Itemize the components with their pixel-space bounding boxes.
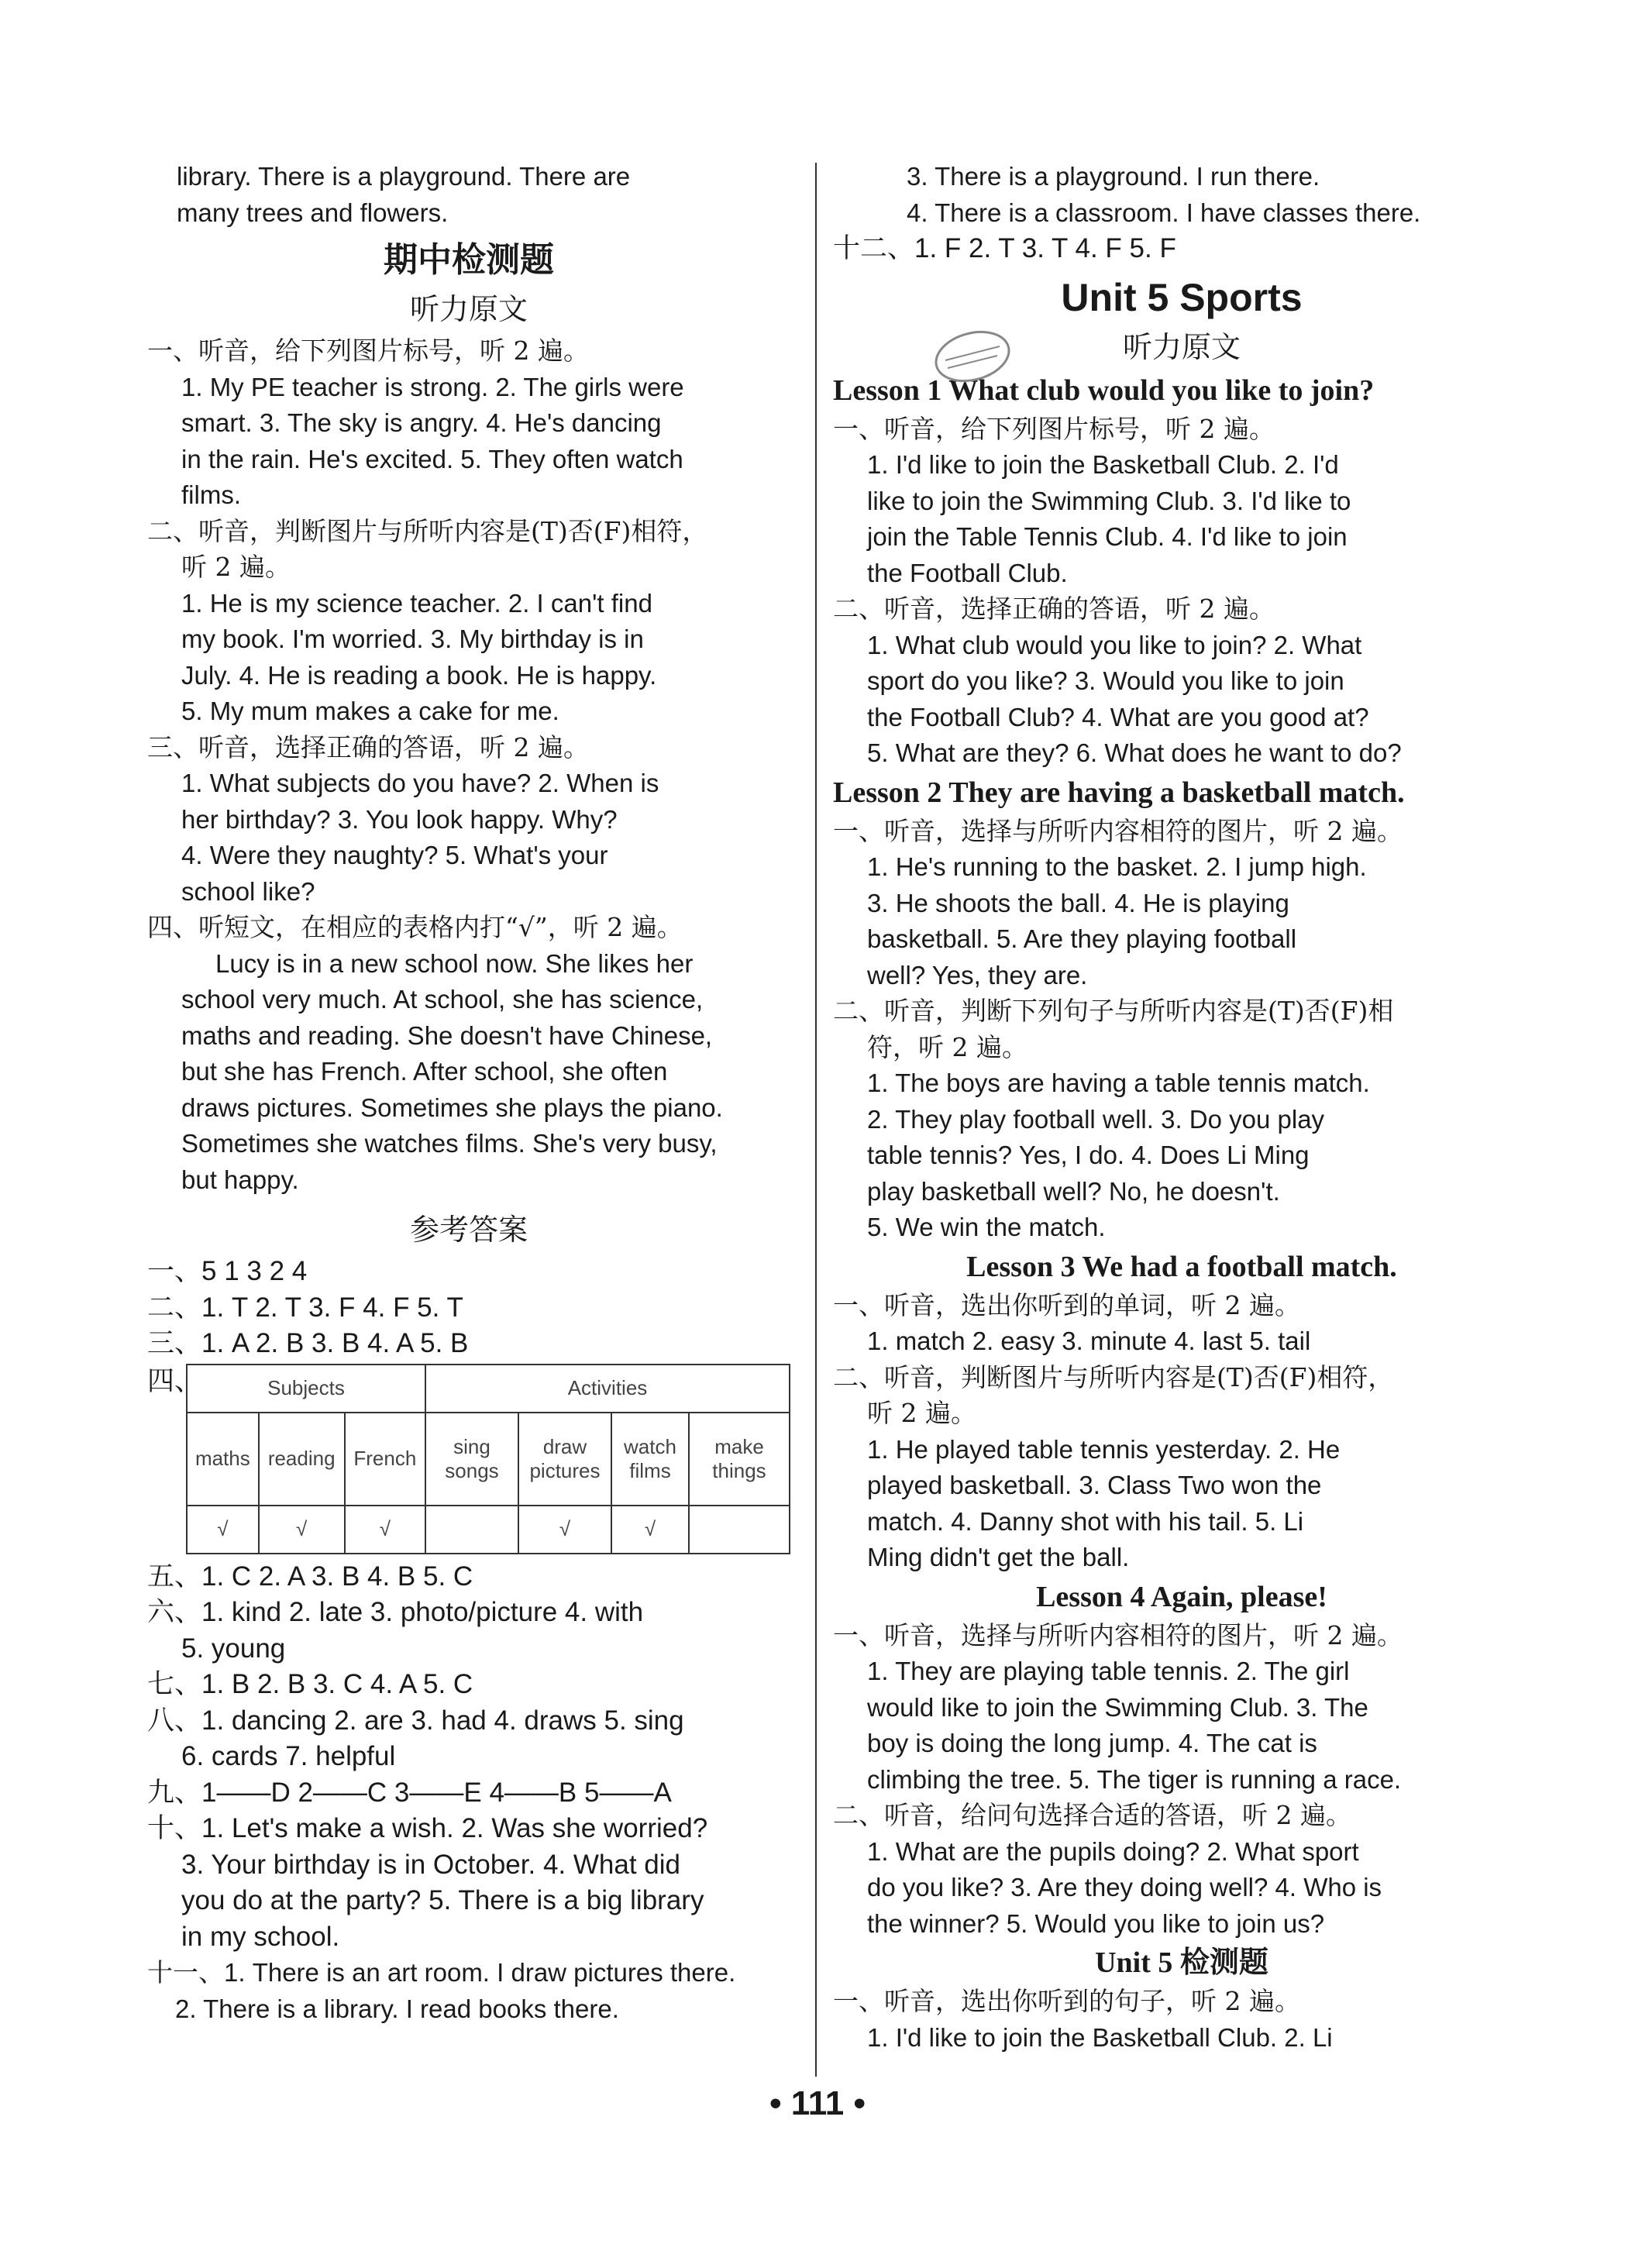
text-line: maths and reading. She doesn't have Chinese,	[181, 1020, 713, 1050]
table-col-header: sing songs	[425, 1413, 518, 1506]
question-heading: 符，听 2 遍。	[867, 1031, 1027, 1062]
table-col-header: draw pictures	[518, 1413, 611, 1506]
lesson-title: Lesson 2 They are having a basketball match.	[833, 776, 1405, 809]
question-heading: 二、听音，判断下列句子与所听内容是(T)否(F)相	[833, 996, 1394, 1026]
lesson-title: Lesson 4 Again, please!	[1036, 1580, 1327, 1613]
question-heading: 二、听音，判断图片与所听内容是(T)否(F)相符，	[147, 515, 708, 546]
text-line: Sometimes she watches films. She's very busy,	[181, 1129, 718, 1158]
answer-line: 九、1——D 2——C 3——E 4——B 5——A	[147, 1777, 672, 1808]
answer-table-block	[147, 1364, 790, 1554]
text-line: 1. What subjects do you have? 2. When is	[181, 769, 659, 797]
question-heading: 一、听音，给下列图片标号，听 2 遍。	[147, 336, 589, 366]
table-cell: √	[518, 1506, 611, 1554]
text-line: 5. My mum makes a cake for me.	[181, 697, 559, 725]
text-line: like to join the Swimming Club. 3. I'd like to	[867, 486, 1351, 515]
question-heading: 四、听短文，在相应的表格内打“√”，听 2 遍。	[147, 912, 683, 942]
answer-line: 十一、1. There is an art room. I draw pictures there.	[147, 1958, 736, 1987]
listening-title: 听力原文	[1122, 329, 1241, 364]
unit-title: Unit 5 Sports	[1061, 275, 1303, 319]
page-number: • 111 •	[769, 2084, 866, 2122]
text-line: smart. 3. The sky is angry. 4. He's dancing	[181, 408, 662, 437]
left-column	[147, 159, 790, 2027]
table-cell	[689, 1506, 790, 1554]
text-line: films.	[181, 480, 241, 509]
text-line: 5. We win the match.	[867, 1213, 1106, 1241]
answer-label: 四、	[147, 1365, 202, 1396]
table-cell	[425, 1506, 518, 1554]
table-cell: √	[611, 1506, 689, 1554]
answer-line: 十二、1. F 2. T 3. T 4. F 5. F	[833, 233, 1176, 263]
table-group-header: Subjects	[187, 1365, 425, 1413]
text-line: Ming didn't get the ball.	[867, 1543, 1130, 1571]
lesson-title: Lesson 1 What club would you like to join?	[833, 373, 1375, 407]
text-line: 1. They are playing table tennis. 2. The girl	[867, 1657, 1350, 1685]
text-line: but she has French. After school, she often	[181, 1057, 668, 1086]
text-line: many trees and flowers.	[177, 198, 449, 227]
text-line: 1. The boys are having a table tennis match.	[867, 1069, 1370, 1097]
text-line: match. 4. Danny shot with his tail. 5. Li	[867, 1506, 1304, 1536]
text-line: table tennis? Yes, I do. 4. Does Li Ming	[867, 1141, 1310, 1169]
listening-title: 听力原文	[409, 292, 528, 326]
text-line: but happy.	[181, 1165, 299, 1194]
table-group-header: Activities	[425, 1365, 790, 1413]
text-line: play basketball well? No, he doesn't.	[867, 1176, 1280, 1206]
text-line: played basketball. 3. Class Two won the	[867, 1471, 1322, 1499]
text-line: library. There is a playground. There are	[177, 162, 631, 191]
test-title: Unit 5 检测题	[1095, 1946, 1268, 1979]
text-line: 1. He is my science teacher. 2. I can't find	[181, 588, 652, 618]
section-title: 期中检测题	[384, 240, 554, 280]
table-col-header: maths	[187, 1413, 259, 1506]
answer-line: 八、1. dancing 2. are 3. had 4. draws 5. sing	[147, 1705, 684, 1736]
text-line: my book. I'm worried. 3. My birthday is in	[181, 625, 644, 653]
text-line: join the Table Tennis Club. 4. I'd like to join	[867, 522, 1348, 551]
text-line: the Football Club? 4. What are you good at?	[867, 702, 1369, 731]
text-line: school very much. At school, she has science,	[181, 985, 704, 1014]
question-heading: 三、听音，选择正确的答语，听 2 遍。	[147, 731, 589, 762]
text-line: the Football Club.	[867, 558, 1068, 587]
answer-line: 2. There is a library. I read books there.	[175, 1994, 619, 2023]
question-heading: 一、听音，给下列图片标号，听 2 遍。	[833, 413, 1275, 444]
question-heading: 二、听音，选择正确的答语，听 2 遍。	[833, 594, 1275, 624]
table-col-header: reading	[259, 1413, 345, 1506]
question-heading: 听 2 遍。	[181, 552, 291, 582]
question-heading: 听 2 遍。	[867, 1398, 976, 1428]
text-line: July. 4. He is reading a book. He is happy.	[181, 660, 657, 690]
answer-line: 5. young	[181, 1633, 286, 1664]
text-line: would like to join the Swimming Club. 3. The	[867, 1692, 1368, 1722]
text-line: well? Yes, they are.	[867, 960, 1088, 989]
text-line: 1. My PE teacher is strong. 2. The girls were	[181, 372, 684, 401]
answer-table	[186, 1364, 790, 1554]
text-line: Lucy is in a new school now. She likes her	[215, 948, 694, 978]
text-line: 3. There is a playground. I run there.	[907, 162, 1320, 191]
text-line: 4. Were they naughty? 5. What's your	[181, 841, 608, 869]
table-cell: √	[345, 1506, 425, 1554]
text-line: in the rain. He's excited. 5. They often watch	[181, 444, 683, 473]
text-line: 2. They play football well. 3. Do you play	[867, 1104, 1325, 1134]
answer-line: 三、1. A 2. B 3. B 4. A 5. B	[147, 1328, 469, 1358]
text-line: 1. match 2. easy 3. minute 4. last 5. tail	[867, 1327, 1311, 1355]
text-line: 1. I'd like to join the Basketball Club. 2. I'd	[867, 450, 1339, 479]
text-line: her birthday? 3. You look happy. Why?	[181, 804, 618, 834]
question-heading: 一、听音，选出你听到的句子，听 2 遍。	[833, 1986, 1300, 2016]
text-line: basketball. 5. Are they playing football	[867, 924, 1297, 953]
text-line: climbing the tree. 5. The tiger is running a race.	[867, 1764, 1402, 1794]
answer-line: you do at the party? 5. There is a big library	[181, 1885, 704, 1915]
lesson-title: Lesson 3 We had a football match.	[966, 1250, 1397, 1283]
table-cell: √	[187, 1506, 259, 1554]
answers-title: 参考答案	[409, 1213, 528, 1247]
text-line: sport do you like? 3. Would you like to join	[867, 666, 1344, 695]
column-divider	[815, 163, 817, 2077]
text-line: do you like? 3. Are they doing well? 4. Who is	[867, 1873, 1382, 1901]
text-line: 5. What are they? 6. What does he want to do?	[867, 738, 1402, 767]
answer-line: 七、1. B 2. B 3. C 4. A 5. C	[147, 1669, 473, 1699]
text-line: 4. There is a classroom. I have classes there.	[907, 198, 1421, 227]
answer-line: 二、1. T 2. T 3. F 4. F 5. T	[147, 1292, 463, 1323]
text-line: 1. I'd like to join the Basketball Club. 2. Li	[867, 2022, 1333, 2052]
answer-line: 五、1. C 2. A 3. B 4. B 5. C	[147, 1561, 473, 1592]
text-line: school like?	[181, 876, 315, 906]
table-cell: √	[259, 1506, 345, 1554]
text-line: 3. He shoots the ball. 4. He is playing	[867, 888, 1289, 917]
stamp-icon	[926, 322, 1019, 391]
table-col-header: watch films	[611, 1413, 689, 1506]
text-line: 1. He played table tennis yesterday. 2. He	[867, 1434, 1341, 1464]
answer-line: 一、5 1 3 2 4	[147, 1256, 308, 1286]
question-heading: 一、听音，选择与所听内容相符的图片，听 2 遍。	[833, 1619, 1403, 1650]
question-heading: 二、听音，给问句选择合适的答语，听 2 遍。	[833, 1800, 1351, 1830]
table-col-header: French	[345, 1413, 425, 1506]
text-line: boy is doing the long jump. 4. The cat is	[867, 1729, 1317, 1757]
text-line: 1. What club would you like to join? 2. What	[867, 630, 1362, 659]
text-line: 1. What are the pupils doing? 2. What sport	[867, 1836, 1359, 1866]
answer-line: 6. cards 7. helpful	[181, 1741, 396, 1771]
answer-line: 3. Your birthday is in October. 4. What did	[181, 1849, 680, 1880]
right-column	[833, 159, 1530, 2056]
answer-line: in my school.	[181, 1921, 340, 1952]
question-heading: 二、听音，判断图片与所听内容是(T)否(F)相符，	[833, 1361, 1394, 1392]
text-line: draws pictures. Sometimes she plays the piano.	[181, 1093, 723, 1122]
question-heading: 一、听音，选择与所听内容相符的图片，听 2 遍。	[833, 815, 1403, 846]
text-line: 1. He's running to the basket. 2. I jump high.	[867, 852, 1367, 881]
answer-line: 六、1. kind 2. late 3. photo/picture 4. with	[147, 1597, 644, 1627]
table-col-header: make things	[689, 1413, 790, 1506]
question-heading: 一、听音，选出你听到的单词，听 2 遍。	[833, 1289, 1300, 1320]
answer-line: 十、1. Let's make a wish. 2. Was she worried?	[147, 1813, 708, 1843]
text-line: the winner? 5. Would you like to join us?	[867, 1908, 1325, 1938]
